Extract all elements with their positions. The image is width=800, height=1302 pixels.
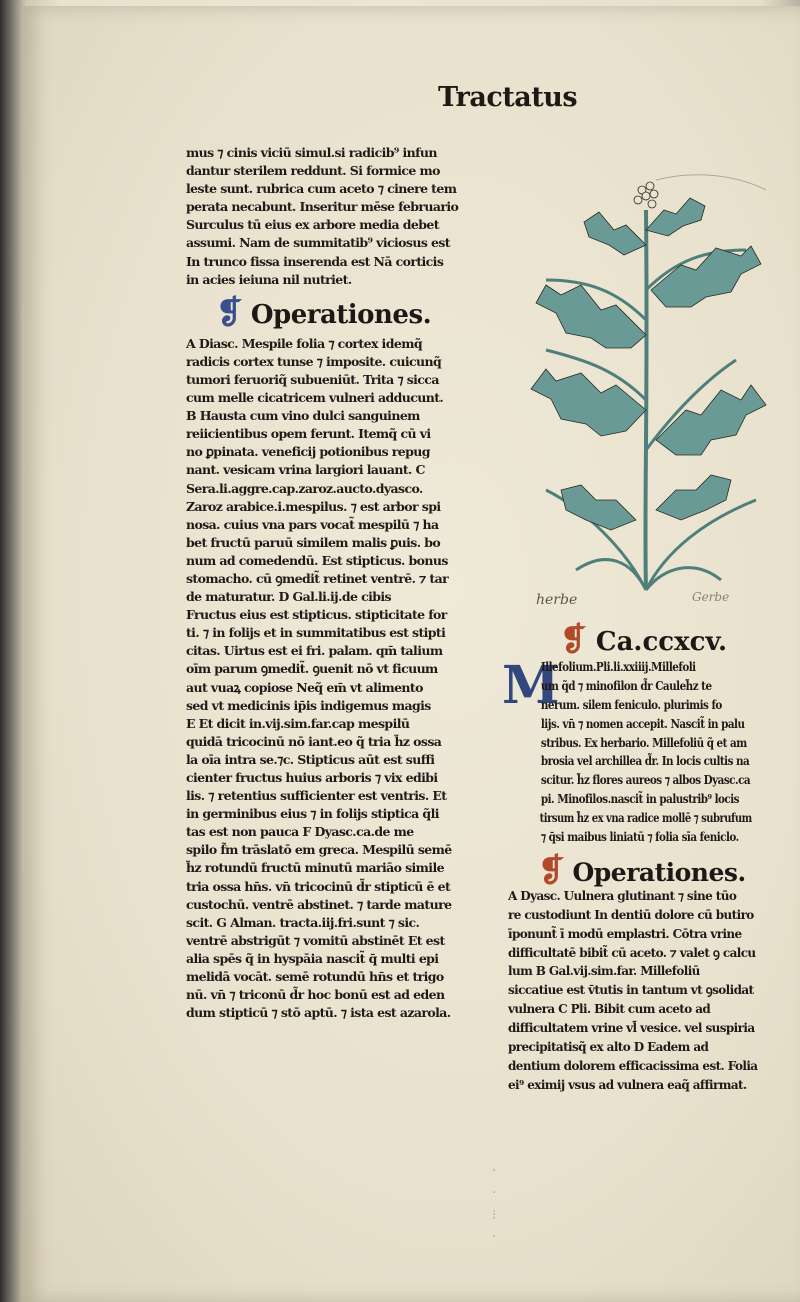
text-line: īponunt̃ ī modū emplastri. Cōtra vrine bbox=[508, 926, 742, 941]
text-line: nerum. silem feniculo. plurimis fo bbox=[540, 697, 722, 712]
text-line: citas. Uirtus est ei fri. palam. qm̄ talium bbox=[186, 643, 443, 659]
text-line: bet fructū paruū similem malis ꝑuis. bo bbox=[186, 534, 441, 550]
pilcrow-mark: ❡ bbox=[538, 850, 565, 889]
text-line: stribus. Ex herbario. Millefoliū q̃ et am bbox=[540, 735, 747, 750]
chapter-heading bbox=[560, 620, 790, 658]
right-column-intro bbox=[508, 658, 790, 847]
text-line: alia spēs q̃ in hyspāia nascit̃ q̄ multi epi bbox=[186, 950, 439, 966]
text-line: precipitatisq̃ ex alto D Eadem ad bbox=[508, 1040, 709, 1055]
text-line: custochū. ventrē abstinet. ⁊ tarde mature bbox=[186, 896, 452, 912]
text-line: melidā vocāt. semē rotundū hn̄s et trigo bbox=[186, 969, 444, 985]
left-operationes-heading bbox=[216, 293, 486, 329]
heading-text: Operationes. bbox=[250, 299, 432, 330]
text-line: tria ossa hn̄s. vn̄ tricocinū d̃r stipticū ē et bbox=[186, 878, 451, 894]
text-line: reiicientibus opem ferunt. Itemq̃ cū vi bbox=[186, 426, 431, 442]
text-line: scit. G Alman. tracta.iij.fri.sunt ⁊ sic. bbox=[186, 914, 420, 930]
text-line: ti. ⁊ in folijs et in summitatibus est stipti bbox=[186, 625, 446, 641]
right-column-body bbox=[508, 887, 790, 1095]
text-line: dantur sterilem reddunt. Si formice mo bbox=[186, 163, 440, 179]
illustration-caption-left: herbe bbox=[536, 592, 578, 608]
text-line: A Dyasc. Uulnera glutinant ⁊ sine tūo bbox=[508, 888, 737, 903]
text-line: perata necabunt. Inseritur mēse februario bbox=[186, 199, 459, 215]
left-column bbox=[186, 144, 486, 1022]
right-column bbox=[502, 620, 790, 1095]
text-line: nosa. cuius vna pars vocat̃ mespilū ⁊ ha bbox=[186, 516, 439, 532]
pilcrow-mark: ❡ bbox=[216, 292, 243, 331]
chapter-text-block bbox=[502, 655, 790, 847]
text-line: brosia vel archillea d̃r. In locis cultis na bbox=[540, 754, 750, 769]
millefolium-illustration bbox=[506, 150, 786, 610]
text-line: sed vt medicinis ip̄is indigemus magis bbox=[186, 697, 431, 713]
text-line: A Diasc. Mespile folia ⁊ cortex idemq̃ bbox=[186, 335, 422, 351]
margin-marks: · · ⁝ · bbox=[492, 1163, 497, 1245]
text-line: Sera.li.aggre.cap.zaroz.aucto.dyasco. bbox=[186, 480, 423, 496]
running-head: Tractatus bbox=[438, 82, 578, 113]
book-spine bbox=[0, 0, 24, 1302]
text-line: ventrē abstrigūt ⁊ vomitū abstinēt Et est bbox=[186, 932, 445, 948]
text-line: siccatiue est v̄tutis in tantum vt ꝯsolidat bbox=[508, 983, 754, 998]
text-line: tumori feruoriq̃ subueniūt. Trita ⁊ sicca bbox=[186, 371, 439, 387]
text-line: dentium dolorem efficacissima est. Folia bbox=[508, 1058, 758, 1073]
text-line: dum stipticū ⁊ stō aptū. ⁊ ista est azarola. bbox=[186, 1005, 451, 1021]
text-line: B Hausta cum vino dulci sanguinem bbox=[186, 408, 420, 424]
text-line: cienter fructus huius arboris ⁊ vix edibi bbox=[186, 770, 438, 785]
text-line: vulnera C Pli. Bibit cum aceto ad bbox=[508, 1002, 711, 1017]
text-line: no ꝑpinata. veneficij potionibus repug bbox=[186, 444, 430, 460]
text-line: re custodiunt In dentiū dolore cū butiro bbox=[508, 907, 754, 922]
left-column-intro bbox=[186, 144, 486, 289]
illustration-caption-right: Gerbe bbox=[692, 590, 730, 604]
text-line: in germinibus eius ⁊ in folijs stiptica q̃li bbox=[186, 806, 439, 822]
text-line: lis. ⁊ retentius sufficienter est ventris. Et bbox=[186, 788, 447, 804]
text-line: nū. vn̄ ⁊ triconū d̃r hoc bonū est ad eden bbox=[186, 987, 445, 1003]
text-line: lijs. vn̄ ⁊ nomen accepit. Nascit̃ in palu bbox=[540, 716, 745, 731]
text-line: leste sunt. rubrica cum aceto ⁊ cinere tem bbox=[186, 181, 457, 197]
text-line: um q̃d ⁊ minofilon d̃r Cauleh̃z te bbox=[540, 678, 712, 693]
pilcrow-mark: ❡ bbox=[560, 620, 587, 658]
text-line: Zaroz arabice.i.mespilus. ⁊ est arbor spi bbox=[186, 498, 441, 514]
text-line: radicis cortex tunse ⁊ imposite. cuicunq̃ bbox=[186, 353, 442, 369]
text-line: stomacho. cū ꝯmedit̃ retinet ventrē. ⁊ tar bbox=[186, 570, 449, 586]
text-line: scitur. h̃z flores aureos ⁊ albos Dyasc.ca bbox=[540, 773, 751, 788]
text-line: quidā tricocinū nō iant.eo q̃ tria h̃z ossa bbox=[186, 733, 442, 749]
text-line: pi. Minofilos.nascit̃ in palustrib⁹ locis bbox=[540, 792, 739, 807]
text-line: ⁊ q̄si maibus liniatū ⁊ folia sīa feniclo. bbox=[540, 830, 739, 845]
text-line: Illefolium.Pli.li.xxiiij.Millefoli bbox=[540, 660, 696, 674]
text-line: h̃z rotundū fructū minutū mariāo simile bbox=[186, 860, 444, 876]
text-line: spilo f̃m trāslatō em greca. Mespilū semē bbox=[186, 842, 452, 858]
text-line: ei⁹ eximij vsus ad vulnera eaq̃ affirmat. bbox=[508, 1077, 747, 1092]
text-line: oīm parum ꝯmedit̃. ꝯuenit nō vt ficuum bbox=[186, 661, 438, 677]
plant-flower-cluster bbox=[634, 182, 658, 208]
text-line: Surculus tū eius ex arbore media debet bbox=[186, 217, 439, 233]
text-line: difficultatem vrine vl̄ vesice. vel suspiria bbox=[508, 1021, 755, 1036]
text-line: Fructus eius est stipticus. stipticitate for bbox=[186, 607, 447, 623]
text-line: la oīa intra se.⁊c. Stipticus aūt est suffi bbox=[186, 751, 435, 767]
text-line: aut vuaꝝ copiose Neq̃ em̄ vt alimento bbox=[186, 679, 423, 695]
decorated-initial: M bbox=[502, 655, 560, 716]
text-line: num ad comedendū. Est stipticus. bonus bbox=[186, 552, 448, 568]
text-line: cum melle cicatricem vulneri adducunt. bbox=[186, 390, 444, 406]
text-line: lum B Gal.vij.sim.far. Millefoliū bbox=[508, 964, 700, 979]
text-line: tas est non pauca F Dyasc.ca.de me bbox=[186, 824, 414, 840]
text-line: In trunco fissa inserenda est Nā corticis bbox=[186, 253, 444, 269]
text-line: nant. vesicam vrina largiori lauant. C bbox=[186, 462, 425, 478]
text-line: de maturatur. D Gal.li.ij.de cibis bbox=[186, 589, 391, 605]
text-line: difficultatē bibit̃ cū aceto. ⁊ valet ꝯ calcu bbox=[508, 945, 756, 960]
text-line: tirsum h̃z ex vna radice mollē ⁊ subrufum bbox=[539, 811, 752, 826]
heading-text: Operationes. bbox=[572, 857, 746, 887]
text-line: mus ⁊ cinis viciū simul.si radicib⁹ infun bbox=[186, 145, 437, 160]
left-column-body bbox=[186, 335, 486, 1023]
text-line: E Et dicit in.vij.sim.far.cap mespilū bbox=[186, 715, 410, 731]
right-operationes-heading bbox=[538, 850, 790, 889]
chapter-text: Ca.ccxcv. bbox=[595, 627, 728, 657]
text-line: in acies ieiuna nil nutriet. bbox=[186, 271, 352, 287]
text-line: assumi. Nam de summitatib⁹ viciosus est bbox=[186, 235, 450, 251]
